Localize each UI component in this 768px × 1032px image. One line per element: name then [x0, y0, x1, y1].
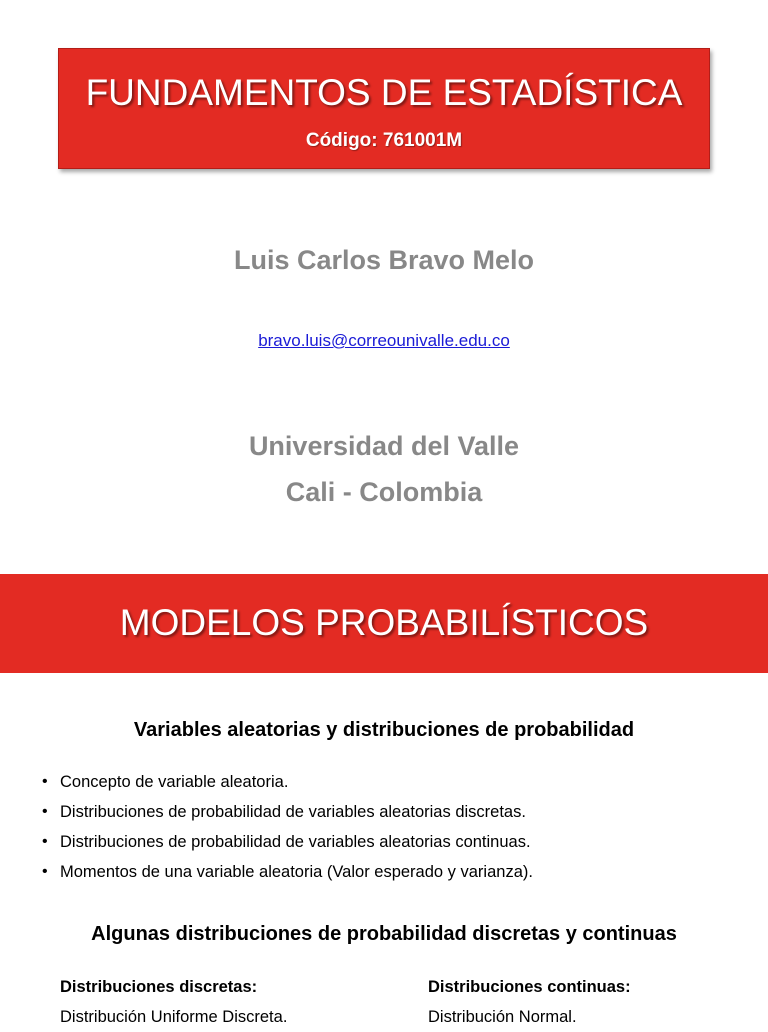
continuous-heading: Distribuciones continuas:	[428, 978, 631, 996]
list-item: • Distribuciones de probabilidad de variables aleatorias continuas.	[40, 827, 533, 857]
list-item: • Concepto de variable aleatoria.	[40, 767, 533, 797]
email-link[interactable]: bravo.luis@correounivalle.edu.co	[258, 331, 510, 350]
list-item: • Distribuciones de probabilidad de variables aleatorias discretas.	[40, 797, 533, 827]
discrete-item: Distribución Uniforme Discreta.	[60, 1008, 288, 1026]
discrete-heading: Distribuciones discretas:	[60, 978, 258, 996]
bullet-icon: •	[42, 863, 48, 880]
bullet-icon: •	[42, 803, 48, 820]
author-name: Luis Carlos Bravo Melo	[233, 245, 535, 275]
section-title: MODELOS PROBABILÍSTICOS	[119, 602, 649, 643]
course-title: FUNDAMENTOS DE ESTADÍSTICA	[85, 72, 683, 113]
continuous-column	[428, 972, 631, 1032]
title-box	[58, 48, 710, 169]
course-code: Código: 761001M	[305, 130, 463, 151]
topic-list	[40, 767, 533, 887]
subheading-distributions: Algunas distribuciones de probabilidad discretas y continuas	[91, 923, 677, 945]
university-name: Universidad del Valle	[248, 431, 520, 461]
bullet-icon: •	[42, 833, 48, 850]
continuous-item: Distribución Normal.	[428, 1008, 577, 1026]
subheading-variables: Variables aleatorias y distribuciones de probabilidad	[133, 719, 635, 741]
email-line	[0, 330, 768, 352]
bullet-icon: •	[42, 773, 48, 790]
city-name: Cali - Colombia	[285, 477, 483, 507]
list-item: • Momentos de una variable aleatoria (Valor esperado y varianza).	[40, 857, 533, 887]
section-banner	[0, 574, 768, 673]
discrete-column	[60, 972, 287, 1032]
